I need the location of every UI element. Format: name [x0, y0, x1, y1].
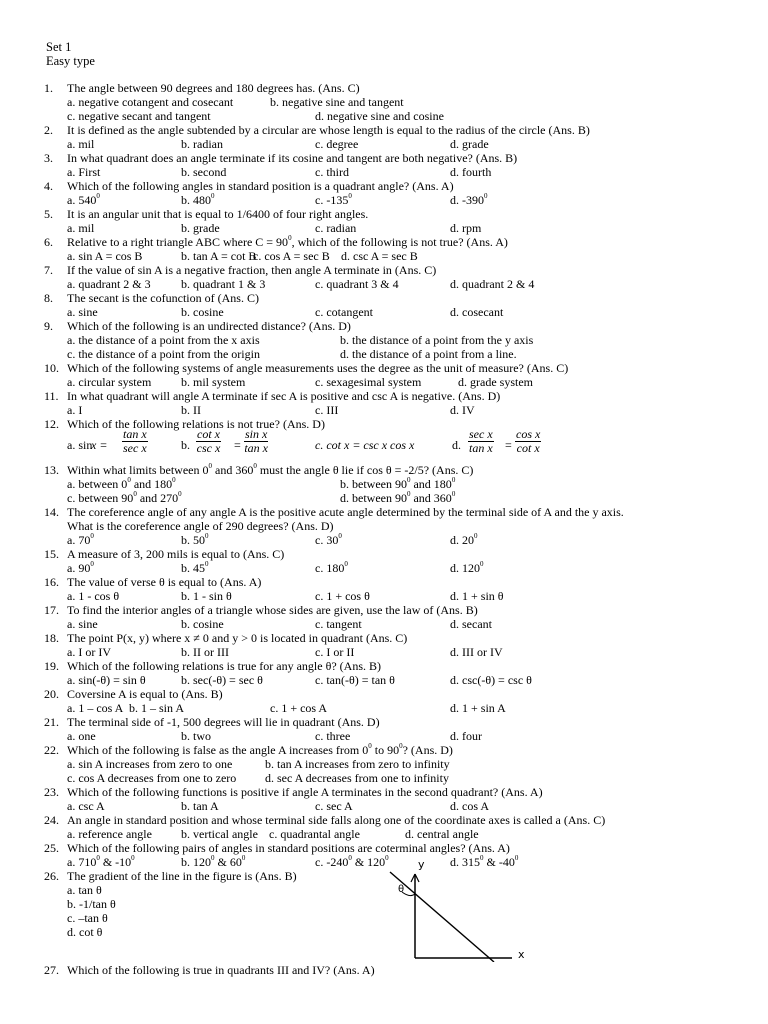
choice-a: c. negative secant and tangent [67, 109, 211, 123]
question-number: 24. [44, 813, 59, 827]
choice-b: b. $120^0$ & $60^0$ [181, 854, 246, 869]
choice-b: b. tan A increases from zero to infinity [265, 757, 450, 771]
choice-d: d. $-390^0$ [450, 192, 488, 207]
question-number: 20. [44, 687, 59, 701]
question-text: The value of verse θ is equal to (Ans. A) [67, 575, 262, 589]
choice-b: b. quadrant 1 & 3 [181, 277, 266, 291]
choice-b: b. mil system [181, 375, 246, 389]
choice-b: b. negative sine and tangent [270, 95, 404, 109]
question-number: 15. [44, 547, 59, 561]
choice-a: b. -1/tan θ [67, 897, 116, 911]
choice-b: d. sec A decreases from one to infinity [265, 771, 449, 785]
choice-a: a. mil [67, 221, 95, 235]
choice-a: a. $90^0$ [67, 560, 94, 575]
choice-d: d. cos A [450, 799, 489, 813]
choice-b: b. 1 - sin θ [181, 589, 232, 603]
choice-c: c. quadrantal angle [269, 827, 360, 841]
x-axis-label: x [518, 948, 525, 961]
question-number: 23. [44, 785, 59, 799]
question-text: The angle between 90 degrees and 180 degrees has. (Ans. C) [67, 81, 360, 95]
choice-d: d. $315^0$ & $-40^0$ [450, 854, 519, 869]
question-text: Which of the following is false as the angle A increases from $0^0$ to $90^0$? (Ans. D) [67, 742, 453, 757]
question-text: In what quadrant does an angle terminate if its cosine and tangent are both negative? (Ans. B) [67, 151, 518, 165]
choice-b: b. II or III [181, 645, 229, 659]
choice-d: d. 1 + sin A [450, 701, 506, 715]
question-number: 6. [44, 235, 53, 249]
choice-b-label: b. [181, 438, 190, 452]
choice-d: d. IV [450, 403, 475, 417]
question-text: If the value of sin A is a negative fraction, then angle A terminate in (Ans. C) [67, 263, 437, 277]
choice-c: c. III [315, 403, 339, 417]
question-number: 11. [44, 389, 59, 403]
choice-d: d. 1 + sin θ [450, 589, 504, 603]
choice-b: b. $480^0$ [181, 192, 215, 207]
question-number: 22. [44, 743, 59, 757]
question-number: 26. [44, 869, 59, 883]
choice-b: b. tan A [181, 799, 219, 813]
question-number: 13. [44, 463, 59, 477]
choice-a: a. negative cotangent and cosecant [67, 95, 234, 109]
choice-a: a. 1 - cos θ [67, 589, 120, 603]
question-number: 17. [44, 603, 59, 617]
choice-d: d. III or IV [450, 645, 503, 659]
choice-d: d. csc A = sec B [341, 249, 418, 263]
choice-d: d. $120^0$ [450, 560, 484, 575]
choice-a: a. 1 – cos A [67, 701, 124, 715]
fraction-d-right: $\frac{\text{cos x}}{\text{cot x}}$ [516, 427, 541, 455]
choice-b: b. 1 – sin A [129, 701, 185, 715]
choice-d: d. four [450, 729, 482, 743]
choice-b: d. negative sine and cosine [315, 109, 444, 123]
question-number: 7. [44, 263, 53, 277]
fraction-b-right: $\frac{\text{sin x}}{\text{tan x}}$ [244, 427, 268, 455]
question-text: Which of the following pairs of angles in standard positions are coterminal angles? (Ans. A) [67, 841, 510, 855]
fraction-b-left: cot x csc x [196, 427, 221, 455]
question-number: 21. [44, 715, 59, 729]
choice-a: a. sin A increases from zero to one [67, 757, 233, 771]
choice-b: b. II [181, 403, 201, 417]
choice-a: a. sin(-θ) = sin θ [67, 673, 146, 687]
choice-a: d. cot θ [67, 925, 103, 939]
question-text: To find the interior angles of a triangle whose sides are given, use the law of (Ans. B) [67, 603, 478, 617]
choice-c: c. cos A = sec B [253, 249, 330, 263]
question-text: Which of the following angles in standard position is a quadrant angle? (Ans. A) [67, 179, 454, 193]
choice-b: b. between $90^0$ and $180^0$ [340, 476, 456, 491]
choice-b: b. cosine [181, 305, 224, 319]
choice-b: b. $50^0$ [181, 532, 209, 547]
document-page: Set 1 Easy type 1. The angle between 90 degrees and 180 degrees has. (Ans. C) a. negative cotangent and cosecant b. negative sine and tangent c. negative secant and tangent d. negative sine and cosine 2. It is defined as the angle subtended by a circular are whose length is equal to the radius of the circle (Ans. B) a. mil b. radian c. degree d. grade 3. In what quadrant does an angle terminate if its cosine and tangent are both negative? (Ans. B) a. First b. second c. third d. fourth 4. Which of the following angles in standard position is a quadrant angle? (Ans. A) a. $540^0$ b. $480^0$ c. $-135^0$ d. $-390^0$ 5. It is an angular unit that is equal to 1/6400 of four right angles. a. mil b. grade c. radian d. rpm 6. Relative to a right triangle ABC where $C = 90^0$, which of the following is not true? (Ans. A) a. sin A = cos B b. tan A = cot B c. cos A = sec B d. csc A = sec B 7. If the value of sin A is a negative fraction, then angle A terminate in (Ans. C) a. quadrant 2 & 3 b. quadrant 1 & 3 c. quadrant 3 & 4 d. quadrant 2 & 4 8. The secant is the cofunction of (Ans. C) a. sine b. cosine c. cotangent d. cosecant 9. Which of the following is an undirected distance? (Ans. D) a. the distance of a point from the x axis b. the distance of a point from the y axis c. the distance of a point from the origin d. the distance of a point from a line. 10. Which of the following systems of angle measurements uses the degree as the unit of measure? (Ans. C) a. circular system b. mil system c. sexagesimal system d. grade system 11. In what quadrant will angle A terminate if sec A is positive and csc A is negative. (Ans. D) a. I b. II c. III d. IV 12. Which of the following relations is not true? (Ans. D) a. sin x = tan x sec x b. cot x csc x = $\frac{\text{sin x}}{\text{tan x}}$ c. cot x = csc x cos x d. sec x tan x = $\frac{\text{cos x}}{\text{cot x}}$ 13. Within what limits between $0^0$ and $360^0$ must the angle θ lie if cos θ = -2/5? (Ans. C) a. between $0^0$ and $180^0$ b. between $90^0$ and $180^0$ c. between $90^0$ and $270^0$ d. between $90^0$ and $360^0$ 14. The coreference angle of any angle A is the positive acute angle determined by the terminal side of A and the y axis. What is the coreference angle of 290 degrees? (Ans. D) a. $70^0$ b. $50^0$ c. $30^0$ d. $20^0$ 15. A measure of 3, 200 mils is equal to (Ans. C) a. $90^0$ b. $45^0$ c. $180^0$ d. $120^0$ 16. The value of verse θ is equal to (Ans. A) a. 1 - cos θ b. 1 - sin θ c. 1 + cos θ d. 1 + sin θ 17. To find the interior angles of a triangle whose sides are given, use the law of (Ans. B) a. sine b. cosine c. tangent d. secant 18. The point P(x, y) where x ≠ 0 and y > 0 is located in quadrant (Ans. C) a. I or IV b. II or III c. I or II d. III or IV 19. Which of the following relations is true for any angle θ? (Ans. B) a. sin(-θ) = sin θ b. sec(-θ) = sec θ c. tan(-θ) = tan θ d. csc(-θ) = csc θ 20. Coversine A is equal to (Ans. B) a. 1 – cos A b. 1 – sin A c. 1 + cos A d. 1 + sin A 21. The terminal side of -1, 500 degrees will lie in quadrant (Ans. D) a. one b. two c. three d. four 22. Which of the following is false as the angle A increases from $0^0$ to $90^0$? (Ans. D) a. sin A increases from zero to one b. tan A increases from zero to infinity c. cos A decreases from one to zero d. sec A decreases from one to infinity 23. Which of the following functions is positive if angle A terminates in the second quadrant? (Ans. A) a. csc A b. tan A c. sec A d. cos A 24. An angle in standard position and whose terminal side falls along one of the coordinate axes is called a (Ans. C) a. reference angle b. vertical angle c. quadrantal angle d. central angle 25. Which of the following pairs of angles in standard positions are coterminal angles? (Ans. A) a. $710^0$ & $-10^0$ b. $120^0$ & $60^0$ c. $-240^0$ & $120^0$ d. $315^0$ & $-40^0$ 26. The gradient of the line in the figure is (Ans. B) a. tan θ b. -1/tan θ c. –tan θ d. cot θ 27. Which of the following is true in quadrants III and IV? (Ans. A) y x θ [44, 40, 624, 977]
question-number: 5. [44, 207, 53, 221]
question-number: 4. [44, 179, 53, 193]
question-text: The point P(x, y) where x ≠ 0 and y > 0 is located in quadrant (Ans. C) [67, 631, 408, 645]
question-text: Coversine A is equal to (Ans. B) [67, 687, 223, 701]
choice-c: c. third [315, 165, 349, 179]
choice-b: b. two [181, 729, 211, 743]
choice-a: a. First [67, 165, 101, 179]
choice-a: c. cos A decreases from one to zero [67, 771, 237, 785]
question-text: It is defined as the angle subtended by a circular are whose length is equal to the radius of the circle (Ans. B) [67, 123, 590, 137]
question-number: 3. [44, 151, 53, 165]
choice-d: d. cosecant [450, 305, 504, 319]
choice-b: d. between $90^0$ and $360^0$ [340, 490, 456, 505]
choice-a: a. I [67, 403, 83, 417]
choice-b: b. $45^0$ [181, 560, 209, 575]
choice-d: d. fourth [450, 165, 492, 179]
gradient-figure [382, 858, 532, 962]
question-number: 10. [44, 361, 59, 375]
choice-c: c. 1 + cos A [270, 701, 328, 715]
choice-c: c. sexagesimal system [315, 375, 422, 389]
question-number: 27. [44, 963, 59, 977]
choice-a: a. reference angle [67, 827, 152, 841]
choice-a: c. between $90^0$ and $270^0$ [67, 490, 182, 505]
choice-b: b. vertical angle [181, 827, 258, 841]
choice-a: c. –tan θ [67, 911, 108, 925]
question-text: A measure of 3, 200 mils is equal to (Ans. C) [67, 547, 285, 561]
choice-c: c. I or II [315, 645, 355, 659]
choice-a: a. csc A [67, 799, 105, 813]
choice-a: a. the distance of a point from the x axis [67, 333, 260, 347]
choice-c: c. degree [315, 137, 359, 151]
choice-a: a. tan θ [67, 883, 102, 897]
sloped-line [390, 872, 494, 962]
choice-b: b. cosine [181, 617, 224, 631]
question-number: 18. [44, 631, 59, 645]
question-text: The secant is the cofunction of (Ans. C) [67, 291, 259, 305]
choice-b: b. second [181, 165, 227, 179]
choice-d: d. quadrant 2 & 4 [450, 277, 535, 291]
question-text: The terminal side of -1, 500 degrees will lie in quadrant (Ans. D) [67, 715, 380, 729]
choice-a: a. sine [67, 617, 98, 631]
choice-a: a. I or IV [67, 645, 111, 659]
question-text: In what quadrant will angle A terminate if sec A is positive and csc A is negative. (Ans. D) [67, 389, 501, 403]
question-text: The gradient of the line in the figure is (Ans. B) [67, 869, 297, 883]
choice-a-var: x = [91, 438, 108, 452]
choice-c: c. cotangent [315, 305, 373, 319]
choice-a: a. between $0^0$ and $180^0$ [67, 476, 176, 491]
question-number: 8. [44, 291, 53, 305]
question-text: The coreference angle of any angle A is the positive acute angle determined by the terminal side of A and the y axis. [67, 505, 624, 519]
choice-a: a. mil [67, 137, 95, 151]
choice-c: c. $180^0$ [315, 560, 348, 575]
choice-a: c. the distance of a point from the origin [67, 347, 260, 361]
equals: = [505, 438, 512, 452]
choice-c: c. $-135^0$ [315, 192, 352, 207]
question-text: Which of the following functions is positive if angle A terminates in the second quadrant? (Ans. A) [67, 785, 543, 799]
choice-b: b. tan A = cot B [181, 249, 257, 263]
choice-a: a. circular system [67, 375, 152, 389]
choice-b: b. sec(-θ) = sec θ [181, 673, 263, 687]
question-text-cont: What is the coreference angle of 290 degrees? (Ans. D) [67, 519, 334, 533]
question-text: Which of the following systems of angle measurements uses the degree as the unit of measure? (Ans. C) [67, 361, 569, 375]
choice-b: b. the distance of a point from the y axis [340, 333, 534, 347]
choice-d: d. rpm [450, 221, 482, 235]
question-number: 16. [44, 575, 59, 589]
choice-a: a. $710^0$ & $-10^0$ [67, 854, 135, 869]
choice-d: d. central angle [405, 827, 479, 841]
question-number: 9. [44, 319, 53, 333]
question-text: Which of the following is an undirected distance? (Ans. D) [67, 319, 351, 333]
choice-a: a. $70^0$ [67, 532, 94, 547]
choice-d: d. secant [450, 617, 492, 631]
choice-b: b. radian [181, 137, 223, 151]
equals: = [234, 438, 241, 452]
choice-c: c. tan(-θ) = tan θ [315, 673, 395, 687]
choice-c: c. radian [315, 221, 357, 235]
question-text: Which of the following is true in quadrants III and IV? (Ans. A) [67, 963, 375, 977]
y-axis-label: y [418, 858, 425, 871]
question-text: An angle in standard position and whose terminal side falls along one of the coordinate axes is called a (Ans. C) [67, 813, 606, 827]
question-number: 14. [44, 505, 59, 519]
choice-a: a. $540^0$ [67, 192, 100, 207]
fraction-a: tan x sec x [123, 427, 147, 455]
question-number: 2. [44, 123, 53, 137]
choice-c: c. three [315, 729, 351, 743]
question-text: Relative to a right triangle ABC where $C = 90^0$, which of the following is not true? (Ans. A) [67, 234, 508, 249]
question-number: 1. [44, 81, 53, 95]
choice-a: a. sin A = cos B [67, 249, 143, 263]
choice-a: a. one [67, 729, 96, 743]
choice-d: d. csc(-θ) = csc θ [450, 673, 532, 687]
question-number: 25. [44, 841, 59, 855]
choice-d: d. grade system [458, 375, 533, 389]
choice-d-label: d. [452, 438, 461, 452]
choice-a-prefix: a. sin [67, 438, 93, 452]
choice-c: c. tangent [315, 617, 362, 631]
choice-b: d. the distance of a point from a line. [340, 347, 517, 361]
choice-b: b. grade [181, 221, 220, 235]
question-number: 12. [44, 417, 59, 431]
choice-c: c. $-240^0$ & $120^0$ [315, 854, 389, 869]
question-text: Which of the following relations is true for any angle θ? (Ans. B) [67, 659, 381, 673]
choice-c: c. cot x = csc x cos x [315, 438, 415, 452]
choice-a: a. sine [67, 305, 98, 319]
choice-d: d. $20^0$ [450, 532, 478, 547]
theta-label: θ [398, 884, 405, 895]
choice-c: c. $30^0$ [315, 532, 342, 547]
question-number: 19. [44, 659, 59, 673]
choice-d: d. grade [450, 137, 489, 151]
question-text: Within what limits between $0^0$ and $360^0$ must the angle θ lie if cos θ = -2/5? (Ans. C) [67, 462, 474, 477]
choice-c: c. 1 + cos θ [315, 589, 370, 603]
choice-c: c. sec A [315, 799, 353, 813]
question-text: It is an angular unit that is equal to 1/6400 of four right angles. [67, 207, 369, 221]
question-text: Which of the following relations is not true? (Ans. D) [67, 417, 325, 431]
fraction-d-left: sec x tan x [468, 427, 493, 455]
choice-c: c. quadrant 3 & 4 [315, 277, 399, 291]
choice-a: a. quadrant 2 & 3 [67, 277, 151, 291]
